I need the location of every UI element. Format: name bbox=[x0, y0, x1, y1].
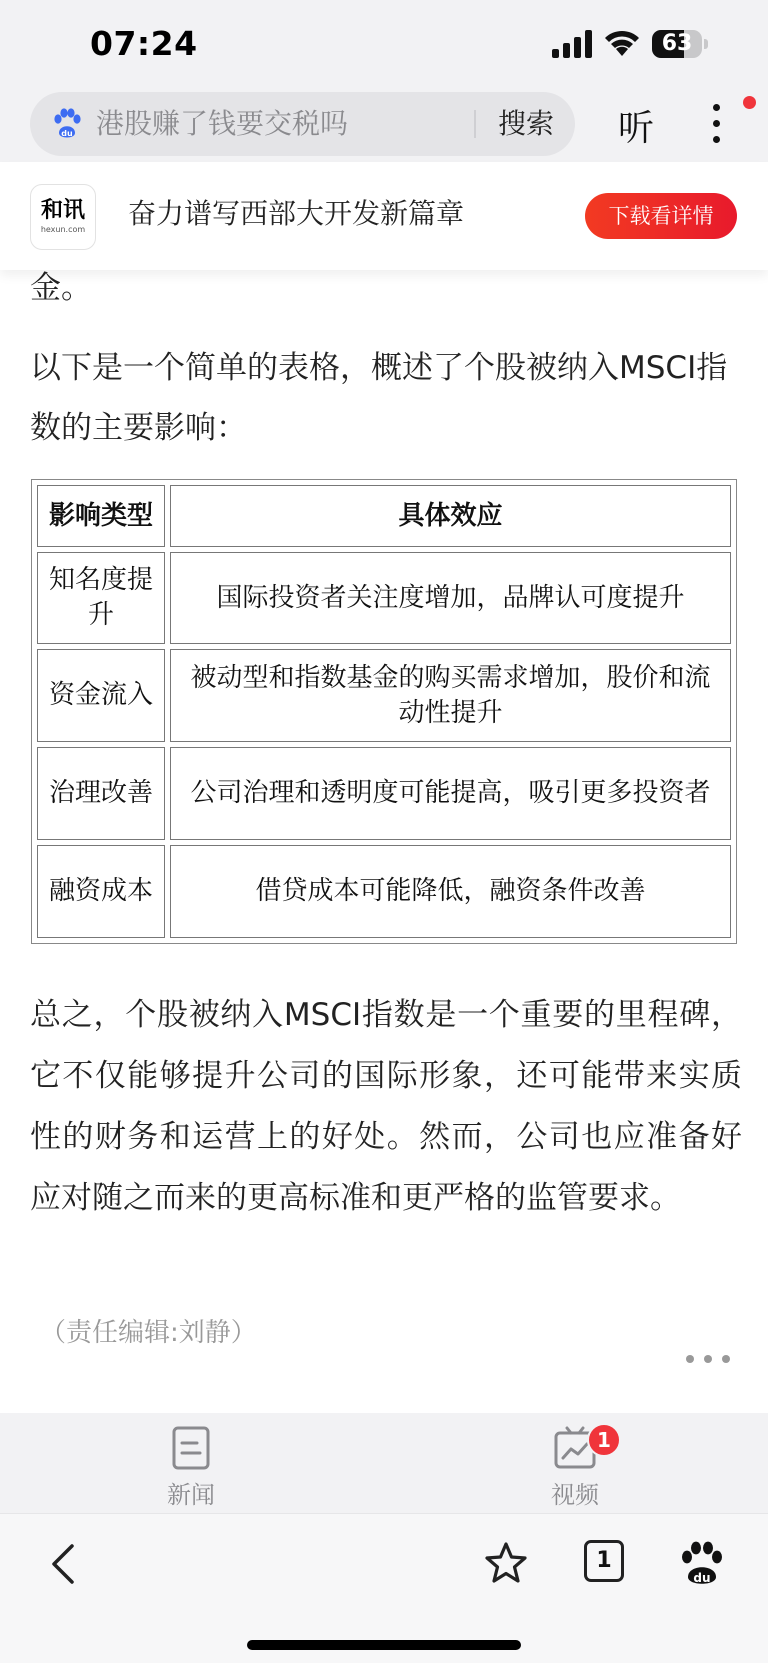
table-cell: 资金流入 bbox=[37, 649, 165, 742]
battery-percent: 63 bbox=[661, 31, 693, 56]
table-row bbox=[37, 552, 731, 644]
tab-video-label: 视频 bbox=[551, 1481, 599, 1509]
star-icon[interactable] bbox=[482, 1540, 530, 1588]
table-cell: 知名度提升 bbox=[37, 552, 165, 644]
cellular-signal-icon bbox=[552, 30, 594, 58]
editor-credit: （责任编辑:刘静） bbox=[40, 1318, 257, 1348]
article-fragment: 金。 bbox=[30, 270, 92, 306]
more-vertical-icon[interactable] bbox=[706, 104, 726, 148]
back-arrow-icon[interactable] bbox=[42, 1540, 90, 1588]
app-banner[interactable] bbox=[0, 162, 768, 270]
impact-table bbox=[31, 479, 737, 944]
tab-count: 1 bbox=[584, 1540, 624, 1582]
svg-text:du: du bbox=[61, 129, 73, 138]
logo-subtext: hexun.com bbox=[40, 225, 86, 234]
search-bar bbox=[0, 90, 768, 162]
status-bar bbox=[0, 0, 768, 90]
tab-news-label: 新闻 bbox=[167, 1481, 215, 1509]
battery-icon bbox=[652, 30, 710, 60]
baidu-paw-icon bbox=[52, 108, 82, 140]
table-row bbox=[37, 845, 731, 938]
hexun-logo bbox=[30, 184, 96, 250]
tab-video[interactable] bbox=[515, 1425, 635, 1511]
listen-button[interactable]: 听 bbox=[618, 108, 655, 149]
svg-text:du: du bbox=[693, 1571, 711, 1585]
table-header: 影响类型 bbox=[37, 485, 165, 547]
download-button[interactable]: 下载看详情 bbox=[585, 193, 737, 239]
tab-news[interactable] bbox=[131, 1425, 251, 1511]
table-row bbox=[37, 649, 731, 742]
home-indicator bbox=[247, 1640, 521, 1650]
search-divider bbox=[474, 110, 476, 138]
table-cell: 国际投资者关注度增加，品牌认可度提升 bbox=[170, 552, 731, 644]
tabs-button[interactable] bbox=[584, 1540, 632, 1588]
notification-dot bbox=[743, 96, 756, 109]
table-cell: 融资成本 bbox=[37, 845, 165, 938]
feed-tabs bbox=[0, 1413, 768, 1513]
table-cell: 治理改善 bbox=[37, 747, 165, 840]
banner-title[interactable]: 奋力谱写西部大开发新篇章 bbox=[128, 197, 465, 230]
status-time: 07:24 bbox=[90, 24, 198, 63]
article-intro: 以下是一个简单的表格，概述了个股被纳入MSCI指数的主要影响： bbox=[30, 350, 728, 446]
article-summary: 总之，个股被纳入MSCI指数是一个重要的里程碑，它不仅能够提升公司的国际形象，还可能带来实质性的财务和运营上的好处。然而，公司也应准备好应对随之而来的更高标准和更严格的监管要求。 bbox=[30, 997, 742, 1216]
table-row bbox=[37, 747, 731, 840]
table-cell: 公司治理和透明度可能提高，吸引更多投资者 bbox=[170, 747, 731, 840]
table-header-row bbox=[37, 485, 731, 547]
news-icon bbox=[169, 1425, 213, 1471]
search-query: 港股赚了钱要交税吗 bbox=[96, 107, 349, 140]
table-header: 具体效应 bbox=[170, 485, 731, 547]
baidu-paw-icon[interactable] bbox=[678, 1540, 726, 1588]
search-input[interactable] bbox=[30, 92, 575, 156]
video-badge: 1 bbox=[587, 1423, 621, 1457]
table-cell: 被动型和指数基金的购买需求增加，股价和流动性提升 bbox=[170, 649, 731, 742]
wifi-icon bbox=[602, 28, 642, 58]
table-cell: 借贷成本可能降低，融资条件改善 bbox=[170, 845, 731, 938]
search-button[interactable]: 搜索 bbox=[498, 107, 555, 140]
more-horizontal-icon[interactable] bbox=[686, 1348, 742, 1358]
logo-text: 和讯 bbox=[40, 198, 85, 223]
